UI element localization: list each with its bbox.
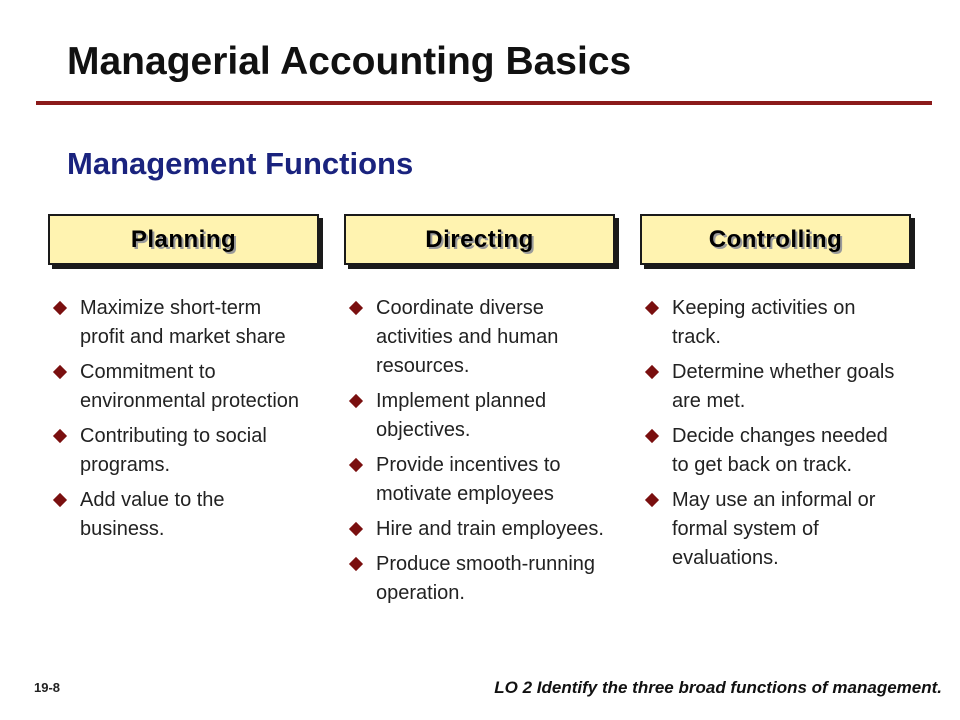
list-item-text: Coordinate diverse activities and human resources. [376,297,559,377]
directing-heading-box: Directing [344,214,615,265]
diamond-bullet-icon [645,493,659,507]
diamond-bullet-icon [645,301,659,315]
list-item [48,294,310,352]
diamond-bullet-icon [645,365,659,379]
planning-heading-box: Planning [48,214,319,265]
list-item-text: Produce smooth-running operation. [376,553,596,604]
diamond-bullet-icon [645,429,659,443]
diamond-bullet-icon [349,394,363,408]
title-underline [36,101,932,105]
slide-title: Managerial Accounting Basics [67,40,632,83]
slide-number: 19-8 [34,680,61,695]
diamond-bullet-icon [349,522,363,536]
list-item [344,550,606,608]
list-item-text: Implement planned objectives. [376,390,547,441]
diamond-bullet-icon [53,429,67,443]
list-item [48,486,310,544]
list-item-text: Decide changes needed to get back on track. [672,425,888,476]
list-item-text: Determine whether goals are met. [672,361,895,412]
list-item-text: Keeping activities on track. [672,297,856,348]
list-item [344,387,606,445]
planning-list [48,294,310,550]
list-item [640,422,902,480]
diamond-bullet-icon [53,493,67,507]
diamond-bullet-icon [53,365,67,379]
diamond-bullet-icon [349,458,363,472]
list-item [344,451,606,509]
list-item [640,358,902,416]
list-item [640,294,902,352]
list-item-text: Contributing to social programs. [80,425,267,476]
list-item-text: Add value to the business. [80,489,225,540]
list-item-text: Commitment to environmental protection [80,361,300,412]
diamond-bullet-icon [349,557,363,571]
list-item [344,515,606,544]
learning-objective: LO 2 Identify the three broad functions of management. [494,678,942,697]
list-item [640,486,902,573]
diamond-bullet-icon [53,301,67,315]
directing-list [344,294,606,614]
list-item-text: Provide incentives to motivate employees [376,454,561,505]
list-item [48,358,310,416]
section-subtitle: Management Functions [67,146,414,181]
controlling-list [640,294,902,579]
list-item-text: Maximize short-term profit and market share [80,297,286,348]
diamond-bullet-icon [349,301,363,315]
list-item [48,422,310,480]
list-item-text: May use an informal or formal system of evaluations. [672,489,876,569]
controlling-heading-box: Controlling [640,214,911,265]
list-item [344,294,606,381]
list-item-text: Hire and train employees. [376,518,604,540]
